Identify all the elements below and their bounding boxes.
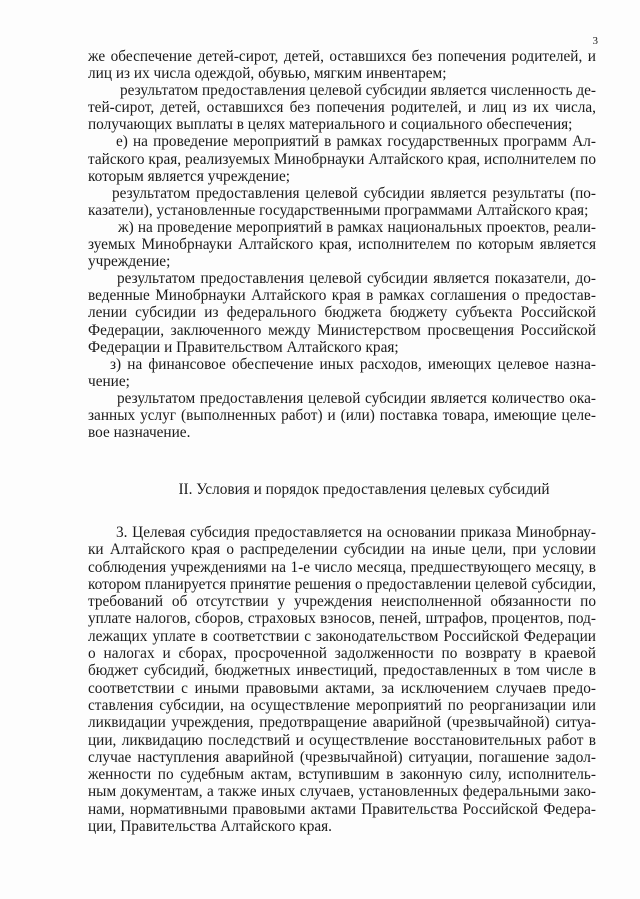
section-heading: II. Условия и порядок предоставления целевых субсидий	[178, 481, 550, 498]
text-line: ки Алтайского края о распределении субсидии на иные цели, при условии	[88, 541, 596, 559]
text-line: ликвидации учреждения, предотвращение аварийной (чрезвычайной) ситуа-	[88, 714, 596, 732]
text-line: требований об отсутствии у учреждения неисполненной обязанности по	[88, 593, 596, 611]
text-line: соответствии с иными правовыми актами, за исключением случаев предо-	[88, 679, 596, 697]
text-line: женности по судебным актам, вступившим в законную силу, исполнитель-	[88, 766, 596, 784]
text-line: вое назначение.	[88, 424, 191, 442]
text-line: лежащих уплате в соответствии с законодательством Российской Федерации	[88, 627, 596, 645]
text-line: тайского края, реализуемых Минобрнауки Алтайского края, исполнителем по	[88, 150, 596, 168]
text-line: о налогах и сборах, просроченной задолженности по возврату в краевой	[88, 645, 596, 663]
text-line: учреждение;	[88, 253, 171, 271]
text-line: зуемых Минобрнауки Алтайского края, исполнителем по которым является	[88, 236, 596, 254]
text-line: результатом предоставления целевой субсидии является количество ока-	[117, 389, 596, 407]
section-2-text	[88, 524, 596, 835]
text-line: уплате налогов, сборов, страховых взносов, пеней, штрафов, процентов, под-	[88, 610, 596, 628]
text-line: ж) на проведение мероприятий в рамках национальных проектов, реали-	[118, 218, 596, 236]
text-line: е) на проведение мероприятий в рамках государственных программ Ал-	[116, 133, 596, 151]
text-line: Федерации и Правительством Алтайского края;	[88, 338, 399, 356]
text-line: чение;	[88, 372, 130, 390]
text-line: результатом предоставления целевой субсидии является результаты (по-	[112, 184, 596, 202]
text-line: соблюдения учреждениями на 1-е число месяца, предшествующего месяцу, в	[88, 558, 596, 576]
text-line: тей-сирот, детей, оставшихся без попечения родителей, и лиц из их числа,	[88, 99, 596, 117]
text-line: ставления субсидии, на осуществление мероприятий по реорганизации или	[88, 696, 596, 714]
text-line: ным документам, а также иных случаев, установленных федеральными зако-	[88, 783, 596, 801]
text-line: ции, ликвидацию последствий и осуществление восстановительных работ в	[88, 731, 596, 749]
text-line: получающих выплаты в целях материального и социального обеспечения;	[88, 116, 573, 134]
text-line: котором планируется принятие решения о предоставлении целевой субсидии,	[88, 575, 596, 593]
text-line: ции, Правительства Алтайского края.	[88, 818, 333, 836]
text-line: з) на финансовое обеспечение иных расходов, имеющих целевое назна-	[110, 355, 596, 373]
text-line: казатели), установленные государственными программами Алтайского края;	[88, 201, 589, 219]
text-line: Федерации, заключенного между Министерством просвещения Российской	[88, 321, 596, 339]
text-line: нами, нормативными правовыми актами Правительства Российской Федера-	[88, 800, 596, 818]
text-line: которым является учреждение;	[88, 167, 291, 185]
text-line: бюджет субсидий, бюджетных инвестиций, предоставленных в том числе в	[88, 662, 596, 680]
section-1-text	[88, 48, 596, 441]
text-line: результатом предоставления целевой субсидии является показатели, до-	[117, 270, 596, 288]
text-line: лиц из их числа одеждой, обувью, мягким инвентарем;	[88, 65, 447, 83]
text-line: занных услуг (выполненных работ) и (или) поставка товара, имеющие целе-	[88, 406, 596, 424]
text-line: же обеспечение детей-сирот, детей, оставшихся без попечения родителей, и	[88, 48, 596, 65]
page-number: 3	[592, 35, 598, 47]
text-line: случае наступления аварийной (чрезвычайной) ситуации, погашение задол-	[88, 748, 596, 766]
text-line: лении субсидии из федерального бюджета бюджету субъекта Российской	[88, 304, 596, 322]
text-line: результатом предоставления целевой субсидии является численность де-	[120, 82, 596, 100]
text-line: веденные Минобрнауки Алтайского края в рамках соглашения о предостав-	[88, 287, 596, 305]
text-line: 3. Целевая субсидия предоставляется на основании приказа Минобрнау-	[116, 524, 596, 541]
